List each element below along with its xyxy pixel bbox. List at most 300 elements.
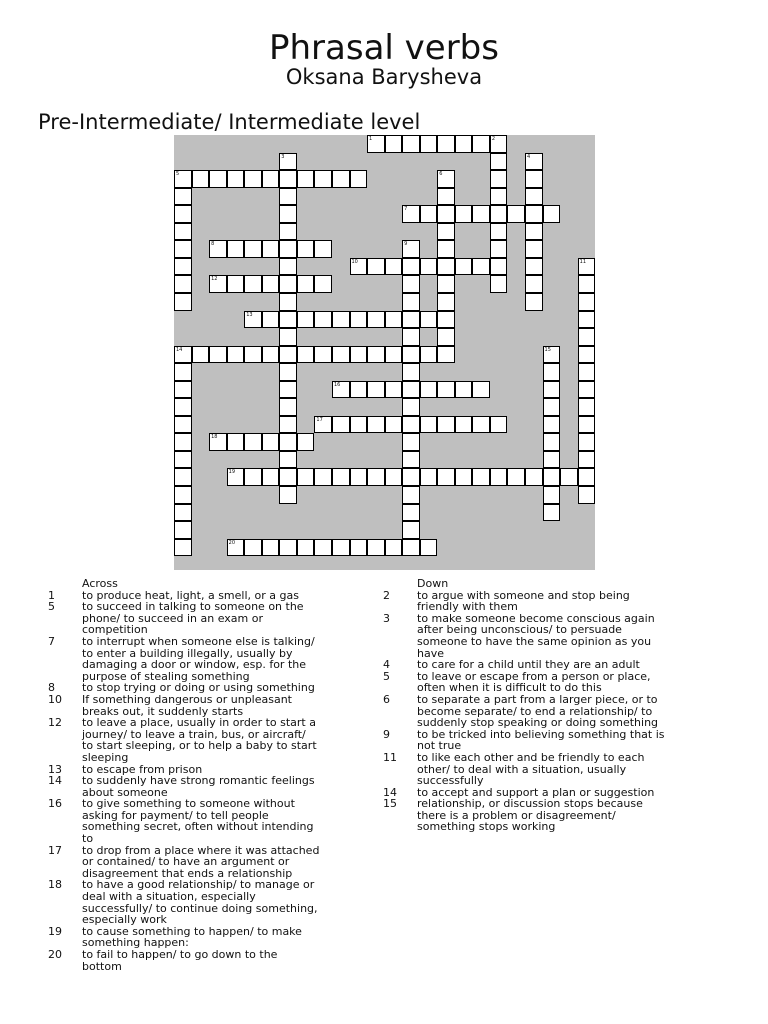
grid-cell[interactable] <box>437 205 455 223</box>
grid-cell[interactable] <box>437 468 455 486</box>
grid-cell[interactable] <box>385 311 403 329</box>
grid-cell[interactable] <box>209 275 227 293</box>
grid-cell[interactable] <box>455 135 473 153</box>
grid-cell[interactable] <box>262 311 280 329</box>
clue-text: to produce heat, light, a smell, or a gas <box>82 588 299 602</box>
clue-number: 18 <box>48 878 62 892</box>
clue-text: to stop trying or doing or using something <box>82 681 315 695</box>
grid-cell[interactable] <box>174 205 192 223</box>
grid-cell[interactable] <box>385 135 403 153</box>
grid-cell[interactable] <box>543 468 561 486</box>
grid-cell[interactable] <box>244 468 262 486</box>
grid-cell[interactable] <box>402 258 420 276</box>
grid-cell[interactable] <box>420 205 438 223</box>
grid-cell[interactable] <box>578 416 596 434</box>
grid-cell[interactable] <box>402 346 420 364</box>
grid-cell[interactable] <box>402 398 420 416</box>
clue-text: to argue with someone and stop being friendly with them <box>417 588 630 614</box>
grid-cell[interactable] <box>244 346 262 364</box>
grid-cell[interactable] <box>279 398 297 416</box>
grid-cell[interactable] <box>227 468 245 486</box>
grid-cell[interactable] <box>420 311 438 329</box>
grid-cell[interactable] <box>437 135 455 153</box>
grid-cell[interactable] <box>174 451 192 469</box>
grid-cell[interactable] <box>402 468 420 486</box>
clue-number: 3 <box>383 611 390 625</box>
grid-cell[interactable] <box>350 381 368 399</box>
grid-cell[interactable] <box>244 170 262 188</box>
grid-cell[interactable] <box>244 311 262 329</box>
clue-text: to accept and support a plan or suggestion <box>417 785 655 799</box>
grid-cell[interactable] <box>402 539 420 557</box>
grid-cell[interactable] <box>437 240 455 258</box>
grid-cell[interactable] <box>490 135 508 153</box>
grid-cell[interactable] <box>279 153 297 171</box>
grid-cell[interactable] <box>227 346 245 364</box>
grid-cell[interactable] <box>297 539 315 557</box>
grid-cell[interactable] <box>332 539 350 557</box>
grid-cell[interactable] <box>367 468 385 486</box>
grid-cell[interactable] <box>578 433 596 451</box>
clue-number: 2 <box>383 588 390 602</box>
cell-number: 6 <box>439 171 443 178</box>
grid-cell[interactable] <box>174 275 192 293</box>
grid-cell[interactable] <box>350 258 368 276</box>
grid-cell[interactable] <box>332 381 350 399</box>
grid-cell[interactable] <box>490 170 508 188</box>
cell-number: 9 <box>404 241 408 248</box>
grid-cell[interactable] <box>437 170 455 188</box>
down-clues <box>383 578 673 833</box>
grid-cell[interactable] <box>490 223 508 241</box>
grid-cell[interactable] <box>543 363 561 381</box>
grid-cell[interactable] <box>192 346 210 364</box>
grid-cell[interactable] <box>420 346 438 364</box>
grid-cell[interactable] <box>314 416 332 434</box>
grid-cell[interactable] <box>455 205 473 223</box>
grid-cell[interactable] <box>332 170 350 188</box>
grid-cell[interactable] <box>472 258 490 276</box>
grid-cell[interactable] <box>490 205 508 223</box>
grid-cell[interactable] <box>490 468 508 486</box>
grid-cell[interactable] <box>543 205 561 223</box>
grid-cell[interactable] <box>174 486 192 504</box>
grid-cell[interactable] <box>209 170 227 188</box>
grid-cell[interactable] <box>402 433 420 451</box>
cell-number: 16 <box>333 381 341 388</box>
grid-cell[interactable] <box>490 188 508 206</box>
grid-cell[interactable] <box>297 170 315 188</box>
across-clue <box>48 717 320 763</box>
clue-number: 19 <box>48 924 62 938</box>
grid-cell[interactable] <box>297 311 315 329</box>
grid-cell[interactable] <box>262 240 280 258</box>
cell-number: 15 <box>544 346 551 353</box>
grid-cell[interactable] <box>262 433 280 451</box>
grid-cell[interactable] <box>174 521 192 539</box>
grid-cell[interactable] <box>174 240 192 258</box>
grid-cell[interactable] <box>437 275 455 293</box>
grid-cell[interactable] <box>279 468 297 486</box>
grid-cell[interactable] <box>578 398 596 416</box>
clue-number: 14 <box>383 785 397 799</box>
grid-cell[interactable] <box>525 275 543 293</box>
grid-cell[interactable] <box>402 311 420 329</box>
cell-number: 1 <box>369 136 373 142</box>
cell-number: 10 <box>351 258 358 265</box>
grid-cell[interactable] <box>314 346 332 364</box>
grid-cell[interactable] <box>332 311 350 329</box>
grid-cell[interactable] <box>490 240 508 258</box>
clue-text: to make someone become conscious again after being unconscious/ to persuade someone to have the same opinion as you have <box>417 611 655 660</box>
cell-number: 2 <box>491 136 496 142</box>
down-clue <box>383 729 673 752</box>
clue-text: to cause something to happen/ to make something happen: <box>82 924 302 950</box>
grid-cell[interactable] <box>279 223 297 241</box>
clue-number: 13 <box>48 762 62 776</box>
grid-cell[interactable] <box>174 346 192 364</box>
grid-cell[interactable] <box>507 205 525 223</box>
grid-cell[interactable] <box>279 170 297 188</box>
grid-cell[interactable] <box>490 275 508 293</box>
grid-cell[interactable] <box>525 205 543 223</box>
grid-cell[interactable] <box>385 468 403 486</box>
grid-cell[interactable] <box>578 293 596 311</box>
grid-cell[interactable] <box>543 486 561 504</box>
crossword-grid <box>174 135 595 570</box>
down-clue <box>383 590 673 613</box>
clue-text: to give something to someone without asking for payment/ to tell people something secret, often without intending to <box>82 797 314 846</box>
down-clue <box>383 613 673 659</box>
grid-cell[interactable] <box>314 468 332 486</box>
grid-cell[interactable] <box>279 311 297 329</box>
clue-text: to have a good relationship/ to manage or deal with a situation, especially successfully/ to continue doing something, especially work <box>82 878 318 927</box>
clue-number: 11 <box>383 750 397 764</box>
grid-cell[interactable] <box>578 451 596 469</box>
grid-cell[interactable] <box>578 346 596 364</box>
grid-cell[interactable] <box>385 416 403 434</box>
grid-cell[interactable] <box>525 170 543 188</box>
grid-cell[interactable] <box>525 223 543 241</box>
grid-cell[interactable] <box>420 135 438 153</box>
grid-cell[interactable] <box>244 240 262 258</box>
grid-cell[interactable] <box>367 135 385 153</box>
across-clue <box>48 601 320 636</box>
grid-cell[interactable] <box>402 293 420 311</box>
grid-cell[interactable] <box>525 240 543 258</box>
grid-cell[interactable] <box>174 363 192 381</box>
grid-cell[interactable] <box>437 311 455 329</box>
grid-cell[interactable] <box>437 416 455 434</box>
grid-cell[interactable] <box>279 539 297 557</box>
grid-cell[interactable] <box>279 486 297 504</box>
grid-cell[interactable] <box>402 521 420 539</box>
grid-cell[interactable] <box>332 468 350 486</box>
clue-number: 14 <box>48 774 62 788</box>
grid-cell[interactable] <box>174 381 192 399</box>
grid-cell[interactable] <box>402 416 420 434</box>
grid-cell[interactable] <box>279 258 297 276</box>
grid-cell[interactable] <box>367 416 385 434</box>
grid-cell[interactable] <box>367 311 385 329</box>
grid-cell[interactable] <box>279 275 297 293</box>
grid-cell[interactable] <box>543 416 561 434</box>
clue-text: to leave a place, usually in order to start a journey/ to leave a train, bus, or aircraft/ to start sleeping, or to help a baby to start sleeping <box>82 716 317 764</box>
grid-cell[interactable] <box>420 416 438 434</box>
cell-number: 13 <box>246 311 253 318</box>
grid-cell[interactable] <box>174 223 192 241</box>
across-clue <box>48 845 320 880</box>
clue-number: 9 <box>383 727 390 741</box>
grid-cell[interactable] <box>525 153 543 171</box>
grid-cell[interactable] <box>507 468 525 486</box>
grid-cell[interactable] <box>385 381 403 399</box>
across-clue <box>48 636 320 682</box>
grid-cell[interactable] <box>244 539 262 557</box>
grid-cell[interactable] <box>314 240 332 258</box>
grid-cell[interactable] <box>350 539 368 557</box>
grid-cell[interactable] <box>578 311 596 329</box>
grid-cell[interactable] <box>244 275 262 293</box>
grid-cell[interactable] <box>279 451 297 469</box>
grid-cell[interactable] <box>437 381 455 399</box>
grid-cell[interactable] <box>367 346 385 364</box>
grid-cell[interactable] <box>174 398 192 416</box>
grid-cell[interactable] <box>350 311 368 329</box>
grid-cell[interactable] <box>420 539 438 557</box>
grid-cell[interactable] <box>525 293 543 311</box>
grid-cell[interactable] <box>578 486 596 504</box>
grid-cell[interactable] <box>437 346 455 364</box>
grid-cell[interactable] <box>578 381 596 399</box>
grid-cell[interactable] <box>209 433 227 451</box>
clue-text: to be tricked into believing something that is not true <box>417 727 665 753</box>
grid-cell[interactable] <box>209 240 227 258</box>
cell-number: 8 <box>211 241 215 248</box>
cell-number: 11 <box>579 258 587 265</box>
grid-cell[interactable] <box>420 468 438 486</box>
grid-cell[interactable] <box>437 258 455 276</box>
grid-cell[interactable] <box>472 381 490 399</box>
across-heading: Across <box>82 577 118 590</box>
cell-number: 7 <box>404 206 408 213</box>
grid-cell[interactable] <box>543 398 561 416</box>
across-clue <box>48 798 320 844</box>
grid-cell[interactable] <box>297 433 315 451</box>
grid-cell[interactable] <box>437 328 455 346</box>
grid-cell[interactable] <box>385 346 403 364</box>
across-clue <box>48 694 320 717</box>
grid-cell[interactable] <box>262 468 280 486</box>
clue-text: to fail to happen/ to go down to the bottom <box>82 948 278 973</box>
grid-cell[interactable] <box>279 328 297 346</box>
grid-cell[interactable] <box>227 539 245 557</box>
clue-number: 7 <box>48 634 55 648</box>
grid-cell[interactable] <box>297 468 315 486</box>
across-clue <box>48 775 320 798</box>
grid-cell[interactable] <box>455 416 473 434</box>
grid-cell[interactable] <box>560 468 578 486</box>
grid-cell[interactable] <box>437 188 455 206</box>
grid-cell[interactable] <box>244 433 262 451</box>
cell-number: 5 <box>176 171 180 178</box>
grid-cell[interactable] <box>279 363 297 381</box>
grid-cell[interactable] <box>174 416 192 434</box>
grid-cell[interactable] <box>525 188 543 206</box>
clue-number: 8 <box>48 681 55 695</box>
down-clue <box>383 694 673 729</box>
grid-cell[interactable] <box>332 416 350 434</box>
grid-cell[interactable] <box>543 433 561 451</box>
grid-cell[interactable] <box>472 416 490 434</box>
grid-cell[interactable] <box>174 293 192 311</box>
grid-cell[interactable] <box>262 346 280 364</box>
grid-cell[interactable] <box>490 153 508 171</box>
clue-text: to interrupt when someone else is talking/ to enter a building illegally, usually by damaging a door or window, esp. for the purpose of stealing something <box>82 634 315 683</box>
grid-cell[interactable] <box>402 275 420 293</box>
grid-cell[interactable] <box>420 258 438 276</box>
clue-number: 5 <box>48 600 55 614</box>
grid-cell[interactable] <box>350 416 368 434</box>
clue-text: to drop from a place where it was attached or contained/ to have an argument or disagreement that ends a relationship <box>82 843 320 880</box>
down-clue <box>383 659 673 671</box>
cell-number: 3 <box>281 153 285 160</box>
clue-number: 12 <box>48 716 62 730</box>
grid-cell[interactable] <box>543 451 561 469</box>
clue-number: 6 <box>383 692 390 706</box>
grid-cell[interactable] <box>350 346 368 364</box>
grid-cell[interactable] <box>525 468 543 486</box>
page-title: Phrasal verbs <box>269 28 499 68</box>
grid-cell[interactable] <box>262 170 280 188</box>
grid-cell[interactable] <box>227 170 245 188</box>
grid-cell[interactable] <box>314 275 332 293</box>
grid-cell[interactable] <box>279 205 297 223</box>
grid-cell[interactable] <box>472 135 490 153</box>
grid-cell[interactable] <box>279 293 297 311</box>
clue-number: 17 <box>48 843 62 857</box>
grid-cell[interactable] <box>314 311 332 329</box>
grid-cell[interactable] <box>578 468 596 486</box>
across-clues <box>48 578 320 972</box>
grid-cell[interactable] <box>227 240 245 258</box>
grid-cell[interactable] <box>578 328 596 346</box>
grid-cell[interactable] <box>402 328 420 346</box>
grid-cell[interactable] <box>578 258 596 276</box>
down-clue <box>383 671 673 694</box>
cell-number: 12 <box>211 276 218 283</box>
grid-cell[interactable] <box>455 258 473 276</box>
clue-text: to suddenly have strong romantic feelings about someone <box>82 774 315 799</box>
grid-cell[interactable] <box>367 539 385 557</box>
cell-number: 14 <box>176 346 183 353</box>
grid-cell[interactable] <box>402 205 420 223</box>
grid-cell[interactable] <box>402 486 420 504</box>
grid-cell[interactable] <box>455 468 473 486</box>
grid-cell[interactable] <box>367 258 385 276</box>
grid-cell[interactable] <box>174 433 192 451</box>
grid-cell[interactable] <box>279 346 297 364</box>
clue-number: 16 <box>48 797 62 811</box>
grid-cell[interactable] <box>262 539 280 557</box>
grid-cell[interactable] <box>402 451 420 469</box>
clue-text: to like each other and be friendly to each other/ to deal with a situation, usually successfully <box>417 750 645 788</box>
clue-number: 10 <box>48 692 62 706</box>
grid-cell[interactable] <box>472 205 490 223</box>
grid-cell[interactable] <box>402 135 420 153</box>
grid-cell[interactable] <box>174 539 192 557</box>
grid-cell[interactable] <box>402 381 420 399</box>
grid-cell[interactable] <box>314 170 332 188</box>
grid-cell[interactable] <box>578 363 596 381</box>
grid-cell[interactable] <box>402 363 420 381</box>
grid-cell[interactable] <box>437 223 455 241</box>
grid-cell[interactable] <box>262 275 280 293</box>
grid-cell[interactable] <box>385 539 403 557</box>
grid-cell[interactable] <box>525 258 543 276</box>
grid-cell[interactable] <box>543 346 561 364</box>
grid-cell[interactable] <box>209 346 227 364</box>
grid-cell[interactable] <box>297 346 315 364</box>
grid-cell[interactable] <box>402 504 420 522</box>
grid-cell[interactable] <box>350 468 368 486</box>
down-heading: Down <box>417 577 449 590</box>
grid-cell[interactable] <box>420 381 438 399</box>
grid-cell[interactable] <box>279 240 297 258</box>
grid-cell[interactable] <box>297 275 315 293</box>
grid-cell[interactable] <box>174 468 192 486</box>
grid-cell[interactable] <box>578 275 596 293</box>
clue-text: to escape from prison <box>82 762 203 776</box>
grid-cell[interactable] <box>192 170 210 188</box>
level-heading: Pre-Intermediate/ Intermediate level <box>38 110 421 134</box>
grid-cell[interactable] <box>279 416 297 434</box>
clue-text: to separate a part from a larger piece, or to become separate/ to end a relationship/ to suddenly stop speaking or doing something <box>417 692 659 730</box>
grid-cell[interactable] <box>385 258 403 276</box>
grid-cell[interactable] <box>314 539 332 557</box>
grid-cell[interactable] <box>490 258 508 276</box>
grid-cell[interactable] <box>279 433 297 451</box>
grid-cell[interactable] <box>174 504 192 522</box>
grid-cell[interactable] <box>472 468 490 486</box>
across-clue <box>48 879 320 925</box>
clue-text: to succeed in talking to someone on the phone/ to succeed in an exam or competition <box>82 600 304 637</box>
grid-cell[interactable] <box>279 381 297 399</box>
cell-number: 18 <box>211 434 218 441</box>
grid-cell[interactable] <box>402 240 420 258</box>
grid-cell[interactable] <box>174 258 192 276</box>
grid-cell[interactable] <box>297 240 315 258</box>
grid-cell[interactable] <box>227 275 245 293</box>
grid-cell[interactable] <box>279 188 297 206</box>
grid-cell[interactable] <box>367 381 385 399</box>
clue-text: relationship, or discussion stops because there is a problem or disagreement/ something stops working <box>417 797 643 834</box>
clue-text: If something dangerous or unpleasant breaks out, it suddenly starts <box>82 692 292 718</box>
grid-cell[interactable] <box>350 170 368 188</box>
grid-cell[interactable] <box>543 381 561 399</box>
grid-cell[interactable] <box>332 346 350 364</box>
cell-number: 4 <box>527 153 531 160</box>
grid-cell[interactable] <box>543 504 561 522</box>
across-clue <box>48 949 320 972</box>
grid-cell[interactable] <box>437 293 455 311</box>
grid-cell[interactable] <box>227 433 245 451</box>
grid-cell[interactable] <box>455 381 473 399</box>
grid-cell[interactable] <box>490 416 508 434</box>
clue-number: 20 <box>48 948 62 961</box>
grid-cell[interactable] <box>174 170 192 188</box>
grid-cell[interactable] <box>174 188 192 206</box>
